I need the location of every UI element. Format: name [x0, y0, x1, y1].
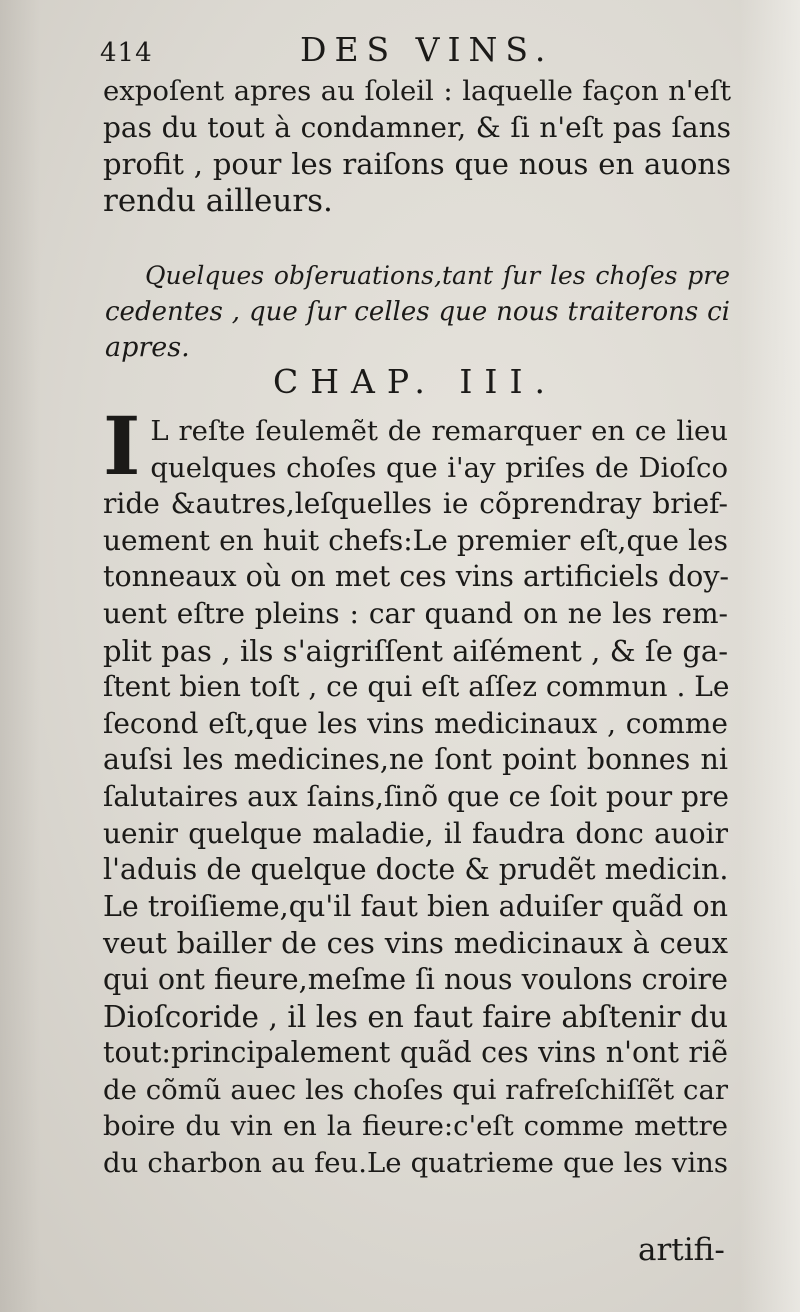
chapter-body	[103, 399, 730, 1181]
body-line: tonneaux où on met ces vins artificiels doy-	[103, 560, 730, 594]
chapter-title: CHAP. III.	[273, 362, 557, 401]
section-heading	[105, 258, 730, 366]
text-line: profit , pour les raiſons que nous en auons	[103, 147, 731, 181]
body-line: du charbon au feu.Le quatrieme que les vins	[103, 1146, 728, 1179]
body-line: plit pas , ils s'aigriſſent aiſément , & ſe ga-	[103, 633, 728, 668]
body-line: Le troiſieme,qu'il faut bien aduiſer quãd on	[103, 889, 728, 923]
body-line: quelques choſes que i'ay priſes de Dioſco	[150, 451, 728, 484]
heading-line: cedentes , que ſur celles que nous traiterons ci	[105, 297, 730, 327]
body-line: auſsi les medicines,ne ſont point bonnes ni	[103, 743, 728, 777]
body-line: uement en huit chefs:Le premier eſt,que les	[103, 523, 728, 557]
body-line: l'aduis de quelque docte & prudẽt medicin.	[103, 853, 729, 887]
catchword: artifi-	[638, 1232, 725, 1268]
running-title: DES VINS.	[300, 30, 554, 69]
body-line: ſecond eſt,que les vins medicinaux , comme	[103, 706, 728, 740]
body-line: ſtent bien toſt , ce qui eſt aſſez commun . Le	[103, 670, 730, 704]
body-line: L reſte ſeulemẽt de remarquer en ce lieu	[150, 415, 728, 447]
body-line: ſalutaires aux ſains,ſinõ que ce ſoit pour pre	[103, 779, 729, 813]
body-line: Dioſcoride , il les en faut faire abſtenir du	[103, 999, 728, 1034]
page-edge-highlight	[740, 0, 800, 1312]
heading-line: Quelques obſeruations,tant ſur les choſes pre	[145, 261, 730, 290]
page-header	[100, 30, 730, 74]
body-line: veut bailler de ces vins medicinaux à ceux	[103, 926, 728, 961]
body-line: uenir quelque maladie, il faudra donc auoir	[103, 816, 728, 850]
body-line: tout:principalement quãd ces vins n'ont riẽ	[103, 1036, 728, 1070]
body-line: qui ont fieure,meſme ſi nous voulons croire	[103, 962, 728, 996]
continued-paragraph	[103, 73, 731, 219]
body-line: uent eſtre pleins : car quand on ne les rem-	[103, 596, 728, 630]
text-line: pas du tout à condamner, & ſi n'eſt pas ſans	[103, 110, 731, 144]
body-line: de cõmũ auec les choſes qui rafreſchiſſẽt car	[103, 1073, 728, 1106]
text-line: rendu ailleurs.	[103, 182, 333, 219]
body-line: boire du vin en la fieure:c'eſt comme mettre	[103, 1110, 728, 1143]
text-line: expoſent apres au ſoleil : laquelle façon n'eſt	[103, 75, 731, 107]
heading-line: apres.	[105, 332, 190, 363]
drop-cap: I	[103, 399, 141, 493]
page-gutter-shadow	[0, 0, 40, 1312]
page-number: 414	[100, 38, 153, 68]
body-line: ride &autres,leſquelles ie cõprendray brief-	[103, 487, 728, 521]
